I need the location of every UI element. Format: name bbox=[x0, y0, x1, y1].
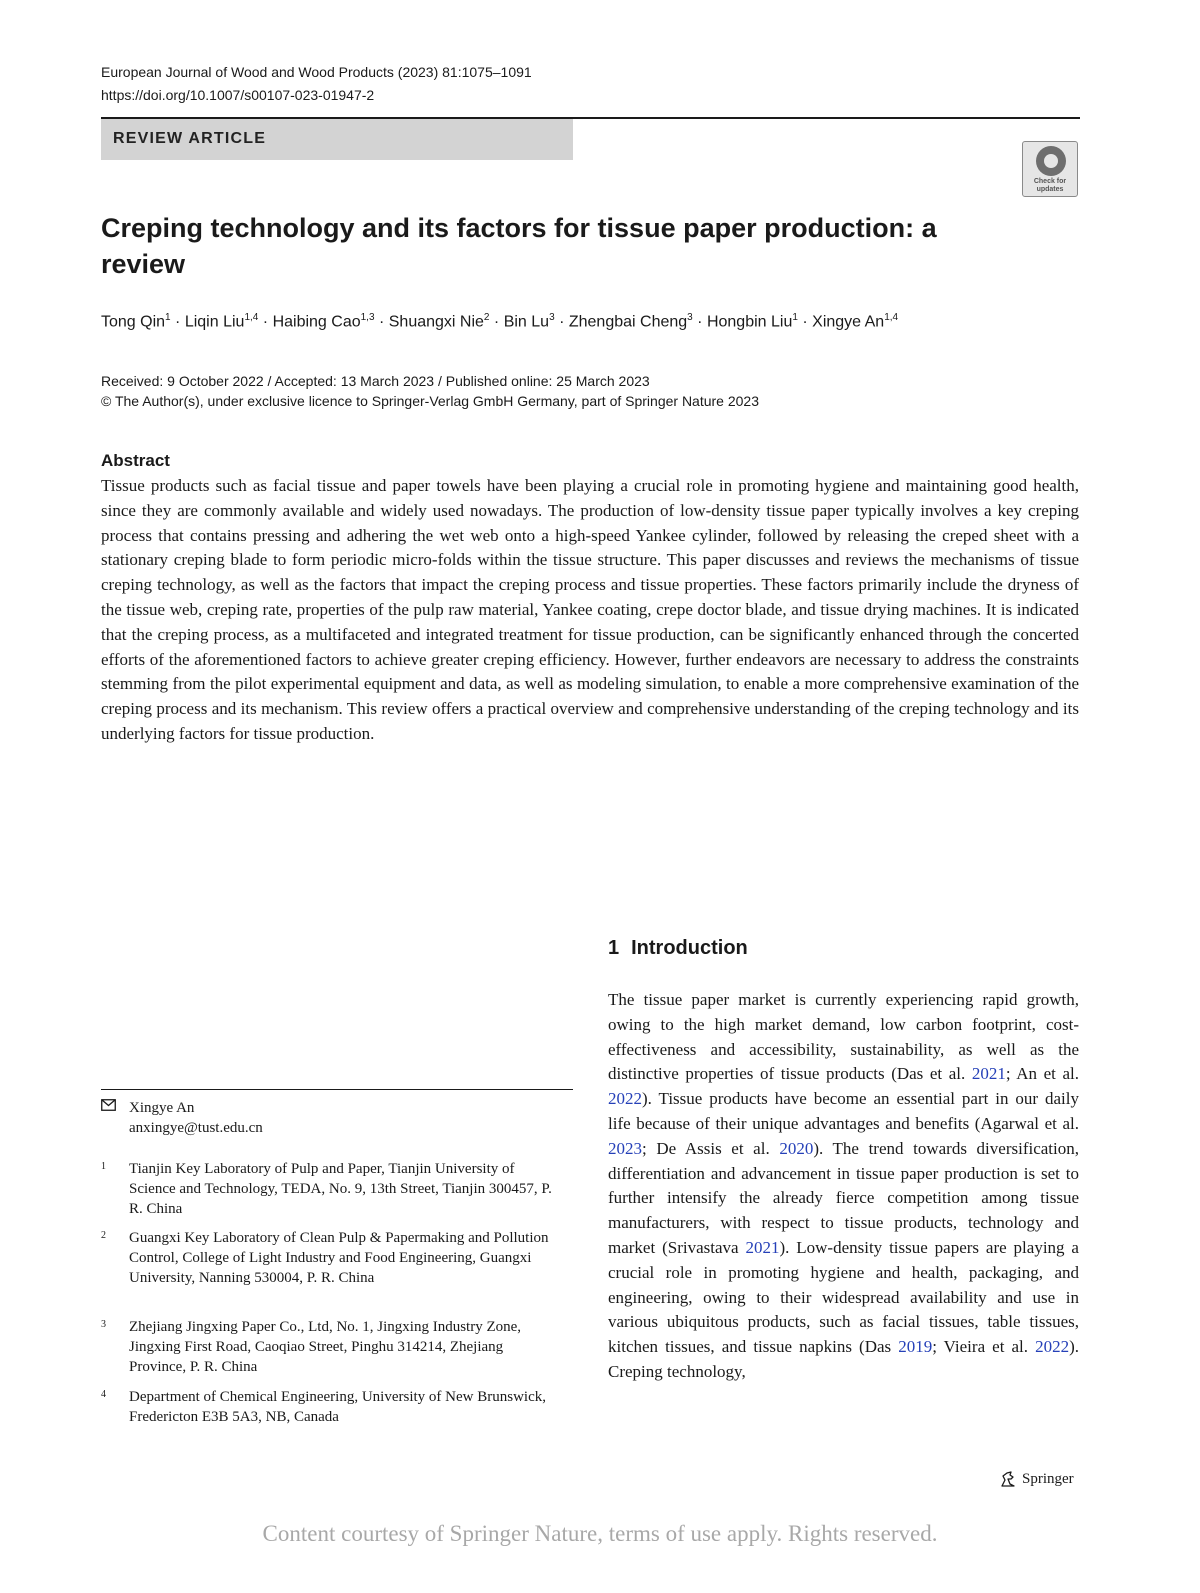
author-affiliation-marker: 3 bbox=[687, 312, 693, 323]
author-affiliation-marker: 1 bbox=[792, 312, 798, 323]
author-list bbox=[101, 312, 898, 331]
envelope-icon bbox=[101, 1099, 116, 1117]
author-affiliation-marker: 1 bbox=[165, 312, 171, 323]
author-name[interactable]: Xingye An bbox=[812, 313, 885, 331]
section-title: Introduction bbox=[631, 937, 748, 959]
citation-link[interactable]: 2023 bbox=[608, 1138, 642, 1158]
doi-link[interactable]: https://doi.org/10.1007/s00107-023-01947-2 bbox=[101, 87, 375, 103]
check-for-updates-badge[interactable] bbox=[1022, 141, 1078, 197]
author-name[interactable]: Zhengbai Cheng bbox=[568, 313, 688, 331]
corresponding-author-email[interactable]: anxingye@tust.edu.cn bbox=[129, 1120, 263, 1136]
intro-text-run: ; De Assis et al. bbox=[642, 1138, 780, 1158]
author-separator: · bbox=[170, 313, 185, 331]
affiliation-text: Tianjin Key Laboratory of Pulp and Paper, Tianjin University of Science and Technology, TEDA, No. 9, 13th Street, Tianjin 300457, P. R. China bbox=[129, 1161, 552, 1217]
springer-wordmark: Springer bbox=[1022, 1471, 1074, 1487]
springer-horse-icon bbox=[999, 1470, 1017, 1488]
check-updates-label: Check for updates bbox=[1033, 178, 1067, 193]
author-separator: · bbox=[554, 313, 569, 331]
citation-link[interactable]: 2021 bbox=[971, 1064, 1006, 1084]
abstract-heading: Abstract bbox=[101, 451, 170, 470]
affiliation-text: Guangxi Key Laboratory of Clean Pulp & Papermaking and Pollution Control, College of Light Industry and Food Engineering, Guangxi University, Nanning 530004, P. R. China bbox=[129, 1230, 549, 1286]
journal-citation: European Journal of Wood and Wood Products (2023) 81:1075–1091 bbox=[101, 64, 532, 80]
author-affiliation-marker: 3 bbox=[549, 312, 555, 323]
affiliation-text: Zhejiang Jingxing Paper Co., Ltd, No. 1, Jingxing Industry Zone, Jingxing First Road, Caoqiao Street, Pinghu 314214, Zhejiang Province, P. R. China bbox=[129, 1319, 522, 1375]
author-separator: · bbox=[797, 313, 813, 331]
springer-logo bbox=[999, 1469, 1074, 1489]
article-type-band bbox=[101, 119, 573, 160]
intro-text-run: ). Creping technology, bbox=[608, 1337, 1079, 1381]
author-name[interactable]: Hongbin Liu bbox=[706, 313, 793, 331]
affiliation-number: 3 bbox=[101, 1319, 106, 1330]
rights-watermark: Content courtesy of Springer Nature, terms of use apply. Rights reserved. bbox=[262, 1521, 938, 1546]
affiliation-text: Department of Chemical Engineering, University of New Brunswick, Fredericton E3B 5A3, NB, Canada bbox=[129, 1389, 546, 1425]
citation-link[interactable]: 2022 bbox=[608, 1089, 642, 1109]
author-affiliation-marker: 1,4 bbox=[244, 312, 259, 323]
introduction-body bbox=[608, 988, 1079, 1385]
author-affiliation-marker: 1,3 bbox=[360, 312, 375, 323]
intro-text-run: ). Tissue products have become an essential part in our daily life because of their unique advantages and benefits (Agarwal et al. bbox=[608, 1089, 1079, 1133]
footnote-rule bbox=[101, 1089, 573, 1090]
author-affiliation-marker: 2 bbox=[483, 312, 490, 323]
author-separator: · bbox=[692, 313, 707, 331]
author-separator: · bbox=[374, 313, 389, 331]
affiliation-number: 2 bbox=[101, 1230, 106, 1241]
author-name[interactable]: Bin Lu bbox=[503, 313, 550, 331]
citation-link[interactable]: 2022 bbox=[1035, 1337, 1070, 1357]
article-type-label: REVIEW ARTICLE bbox=[113, 130, 267, 147]
affiliation-number: 1 bbox=[101, 1161, 106, 1172]
author-affiliation-marker: 1,4 bbox=[884, 312, 899, 323]
intro-text-run: ). Low-density tissue papers are playing a crucial role in promoting hygiene and health, packaging, and engineering, owing to their widespread availability and use in various ubiquitous products, such as facial tissues, table tissues, kitchen tissues, and tissue napkins (Das bbox=[608, 1237, 1079, 1357]
section-heading-introduction bbox=[608, 937, 748, 960]
intro-text-run: ). The trend towards diversification, differentiation and advancement in tissue paper production is set to further intensify the already fierce competition among tissue manufacturers, with respect to tissue products, technology and market (Srivastava bbox=[608, 1138, 1079, 1257]
author-separator: · bbox=[258, 313, 273, 331]
author-separator: · bbox=[489, 313, 504, 331]
author-name[interactable]: Shuangxi Nie bbox=[388, 313, 484, 331]
citation-link[interactable]: 2020 bbox=[779, 1138, 814, 1158]
affiliation-number: 4 bbox=[101, 1389, 106, 1400]
check-updates-icon bbox=[1036, 146, 1066, 176]
citation-link[interactable]: 2021 bbox=[745, 1237, 780, 1257]
section-number: 1 bbox=[608, 937, 620, 959]
author-name[interactable]: Haibing Cao bbox=[272, 313, 361, 331]
intro-text-run: The tissue paper market is currently experiencing rapid growth, owing to the high market demand, low carbon footprint, cost-effectiveness and accessibility, sustainability, as well as the distinctive properties of tissue products (Das et al. bbox=[608, 990, 1079, 1084]
corresponding-author-name: Xingye An bbox=[129, 1100, 195, 1116]
paper-title: Creping technology and its factors for tissue paper production: a review bbox=[101, 213, 937, 279]
publication-dates: Received: 9 October 2022 / Accepted: 13 March 2023 / Published online: 25 March 2023 bbox=[101, 373, 650, 389]
author-name[interactable]: Tong Qin bbox=[101, 313, 166, 331]
intro-text-run: ; An et al. bbox=[1005, 1064, 1079, 1084]
abstract-body: Tissue products such as facial tissue and paper towels have been playing a crucial role in promoting hygiene and maintaining good health, since they are commonly available and widely used nowadays. The production of low-density tissue paper typically involves a key creping process that contains pressing and adhering the wet web onto a high-speed Yankee cylinder, followed by releasing the creped sheet with a stationary creping blade to form periodic micro-folds within the tissue structure. This paper discusses and reviews the mechanisms of tissue creping technology, as well as the factors that impact the creping process and tissue properties. These factors primarily include the dryness of the tissue web, creping rate, properties of the pulp raw material, Yankee coating, crepe doctor blade, and tissue drying machines. It is indicated that the creping process, as a multifaceted and integrated treatment for tissue production, can be significantly enhanced through the concerted efforts of the aforementioned factors to achieve greater creping efficiency. However, further endeavors are necessary to address the constraints stemming from the pilot experimental equipment and data, as well as modeling simulation, to enable a more comprehensive examination of the creping process and its mechanism. This review offers a practical overview and comprehensive understanding of the creping technology and its underlying factors for tissue production. bbox=[101, 476, 1079, 743]
intro-text-run: ; Vieira et al. bbox=[932, 1337, 1036, 1357]
copyright-notice: © The Author(s), under exclusive licence to Springer-Verlag GmbH Germany, part of Springer Nature 2023 bbox=[101, 393, 759, 409]
author-name[interactable]: Liqin Liu bbox=[184, 313, 245, 331]
citation-link[interactable]: 2019 bbox=[898, 1337, 933, 1357]
